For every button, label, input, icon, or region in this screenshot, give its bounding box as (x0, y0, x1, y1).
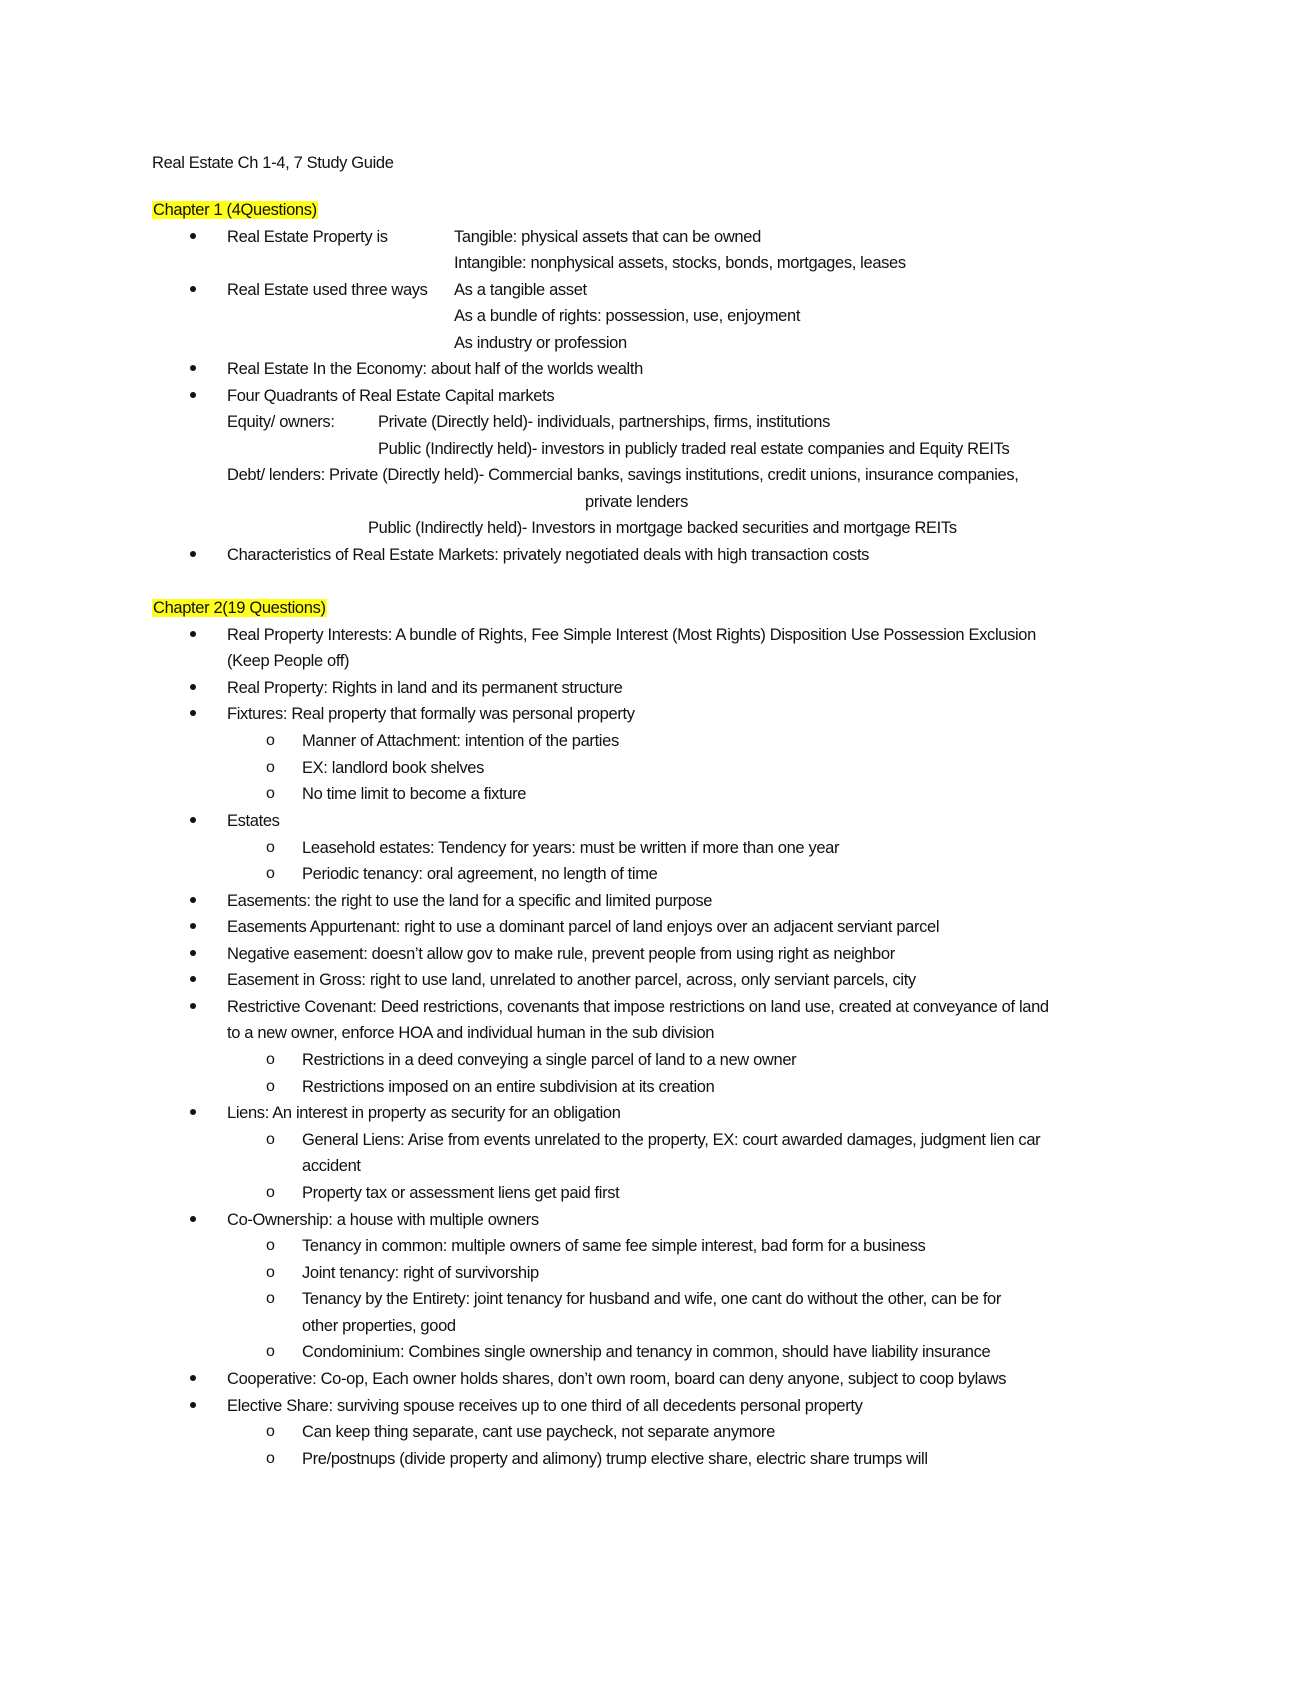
bullet-property-tangible: Tangible: physical assets that can be owned (454, 228, 761, 246)
equity-public: Public (Indirectly held)- investors in publicly traded real estate companies and Equity REITs (378, 440, 1010, 458)
sub-bullet-circle: o (266, 839, 275, 856)
bullet-ways-v1: As a tangible asset (454, 281, 587, 299)
bullet-dot (190, 1216, 196, 1222)
debt-private-cont: private lenders (585, 493, 688, 511)
sub-fixtures-2: EX: landlord book shelves (302, 759, 485, 777)
sub-estates-2: Periodic tenancy: oral agreement, no length of time (302, 865, 658, 883)
bullet-estates: Estates (227, 812, 280, 830)
sub-bullet-circle: o (266, 1290, 275, 1307)
bullet-characteristics: Characteristics of Real Estate Markets: privately negotiated deals with high transaction costs (227, 546, 870, 564)
sub-bullet-circle: o (266, 1237, 275, 1254)
sub-bullet-circle: o (266, 1450, 275, 1467)
bullet-dot (190, 684, 196, 690)
sub-bullet-circle: o (266, 1264, 275, 1281)
bullet-co-ownership: Co-Ownership: a house with multiple owners (227, 1211, 539, 1229)
bullet-easement-gross: Easement in Gross: right to use land, unrelated to another parcel, across, only serviant parcels, city (227, 971, 916, 989)
sub-liens-1-cont: accident (302, 1157, 361, 1175)
sub-bullet-circle: o (266, 1343, 275, 1360)
sub-estates-1: Leasehold estates: Tendency for years: must be written if more than one year (302, 839, 840, 857)
sub-covenant-2: Restrictions imposed on an entire subdivision at its creation (302, 1078, 715, 1096)
sub-coownership-2: Joint tenancy: right of survivorship (302, 1264, 539, 1282)
bullet-property-intangible: Intangible: nonphysical assets, stocks, bonds, mortgages, leases (454, 254, 906, 272)
bullet-easements: Easements: the right to use the land for a specific and limited purpose (227, 892, 713, 910)
bullet-dot (190, 897, 196, 903)
debt-private: Debt/ lenders: Private (Directly held)- Commercial banks, savings institutions, credit unions, insurance companies, (227, 466, 1019, 484)
sub-liens-1: General Liens: Arise from events unrelated to the property, EX: court awarded damages, judgment lien car (302, 1131, 1041, 1149)
debt-public: Public (Indirectly held)- Investors in mortgage backed securities and mortgage REITs (368, 519, 957, 537)
sub-bullet-circle: o (266, 1078, 275, 1095)
bullet-dot (190, 233, 196, 239)
sub-bullet-circle: o (266, 865, 275, 882)
sub-fixtures-1: Manner of Attachment: intention of the parties (302, 732, 619, 750)
chapter-1-highlight: Chapter 1 (4Questions) (153, 201, 317, 219)
bullet-ways-label: Real Estate used three ways (227, 281, 428, 299)
bullet-property-interests-cont: (Keep People off) (227, 652, 350, 670)
bullet-dot (190, 365, 196, 371)
chapter-2-highlight: Chapter 2(19 Questions) (153, 599, 326, 617)
sub-bullet-circle: o (266, 1051, 275, 1068)
sub-bullet-circle: o (266, 732, 275, 749)
chapter-2-heading (152, 598, 327, 618)
equity-private: Private (Directly held)- individuals, partnerships, firms, institutions (378, 413, 830, 431)
bullet-restrictive-covenant: Restrictive Covenant: Deed restrictions, covenants that impose restrictions on land use, created at conveyance of land (227, 998, 1049, 1016)
document-title: Real Estate Ch 1-4, 7 Study Guide (152, 154, 394, 172)
bullet-cooperative: Cooperative: Co-op, Each owner holds shares, don’t own room, board can deny anyone, subject to coop bylaws (227, 1370, 1007, 1388)
sub-bullet-circle: o (266, 759, 275, 776)
sub-bullet-circle: o (266, 1423, 275, 1440)
bullet-real-property: Real Property: Rights in land and its permanent structure (227, 679, 623, 697)
bullet-dot (190, 1375, 196, 1381)
bullet-property-interests: Real Property Interests: A bundle of Rights, Fee Simple Interest (Most Rights) Disposition Use Possession Exclusion (227, 626, 1036, 644)
equity-label: Equity/ owners: (227, 413, 335, 431)
bullet-dot (190, 950, 196, 956)
bullet-elective-share: Elective Share: surviving spouse receives up to one third of all decedents personal property (227, 1397, 863, 1415)
bullet-property-label: Real Estate Property is (227, 228, 388, 246)
sub-coownership-3: Tenancy by the Entirety: joint tenancy for husband and wife, one cant do without the other, can be for (302, 1290, 1002, 1308)
sub-coownership-3-cont: other properties, good (302, 1317, 456, 1335)
sub-coownership-1: Tenancy in common: multiple owners of same fee simple interest, bad form for a business (302, 1237, 926, 1255)
bullet-dot (190, 286, 196, 292)
sub-bullet-circle: o (266, 785, 275, 802)
bullet-dot (190, 817, 196, 823)
bullet-dot (190, 631, 196, 637)
sub-elective-1: Can keep thing separate, cant use paycheck, not separate anymore (302, 1423, 775, 1441)
bullet-dot (190, 392, 196, 398)
sub-bullet-circle: o (266, 1184, 275, 1201)
bullet-ways-v2: As a bundle of rights: possession, use, enjoyment (454, 307, 801, 325)
bullet-restrictive-covenant-cont: to a new owner, enforce HOA and individual human in the sub division (227, 1024, 715, 1042)
bullet-economy: Real Estate In the Economy: about half of the worlds wealth (227, 360, 643, 378)
bullet-dot (190, 710, 196, 716)
bullet-fixtures: Fixtures: Real property that formally was personal property (227, 705, 635, 723)
bullet-ways-v3: As industry or profession (454, 334, 627, 352)
sub-bullet-circle: o (266, 1131, 275, 1148)
bullet-dot (190, 1402, 196, 1408)
chapter-1-heading (152, 200, 318, 220)
sub-covenant-1: Restrictions in a deed conveying a single parcel of land to a new owner (302, 1051, 797, 1069)
bullet-appurtenant: Easements Appurtenant: right to use a dominant parcel of land enjoys over an adjacent serviant parcel (227, 918, 940, 936)
sub-liens-2: Property tax or assessment liens get paid first (302, 1184, 620, 1202)
bullet-negative-easement: Negative easement: doesn’t allow gov to make rule, prevent people from using right as neighbor (227, 945, 895, 963)
bullet-dot (190, 1003, 196, 1009)
bullet-dot (190, 923, 196, 929)
bullet-liens: Liens: An interest in property as security for an obligation (227, 1104, 621, 1122)
bullet-four-quadrants: Four Quadrants of Real Estate Capital markets (227, 387, 555, 405)
bullet-dot (190, 551, 196, 557)
bullet-dot (190, 1109, 196, 1115)
sub-fixtures-3: No time limit to become a fixture (302, 785, 527, 803)
sub-coownership-4: Condominium: Combines single ownership and tenancy in common, should have liability insurance (302, 1343, 991, 1361)
bullet-dot (190, 976, 196, 982)
sub-elective-2: Pre/postnups (divide property and alimony) trump elective share, electric share trumps will (302, 1450, 928, 1468)
